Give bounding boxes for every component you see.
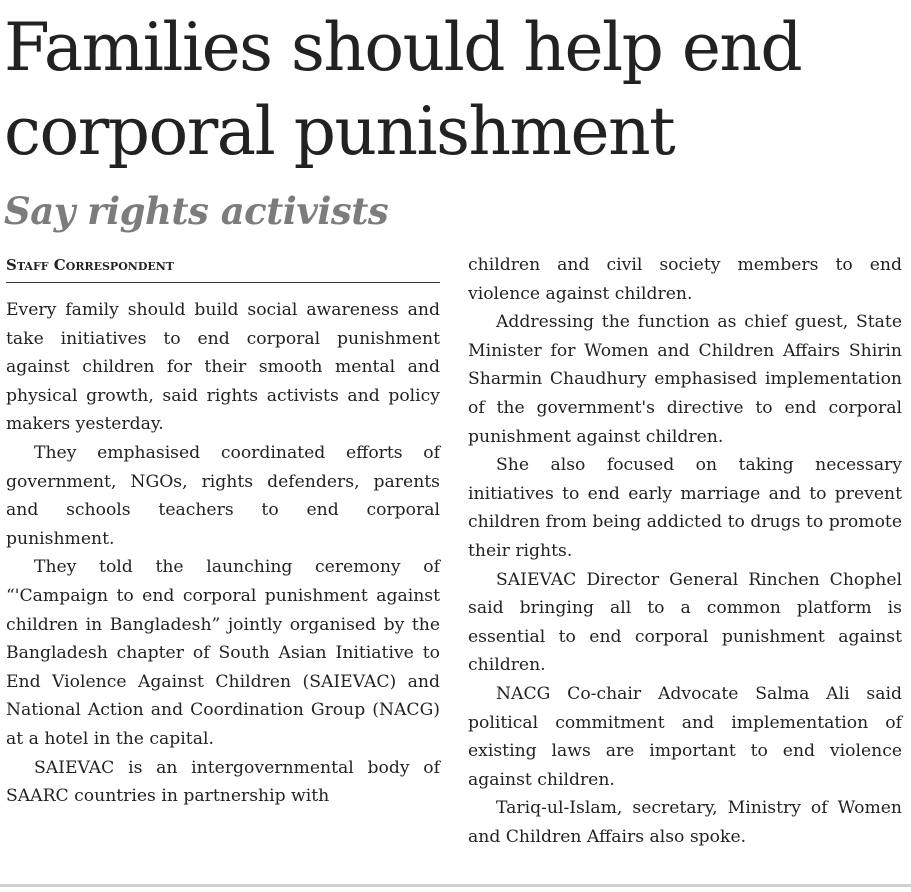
article-column-left — [6, 296, 440, 811]
article-column-right — [468, 251, 902, 851]
paragraph: Every family should build social awareness and take initiatives to end corporal punishment against children for their smooth mental and physical growth, said rights activists and policy makers yesterday. — [6, 300, 440, 435]
paragraph: They told the launching ceremony of “'Campaign to end corporal punishment against children in Bangladesh” jointly organised by the Bangladesh chapter of South Asian Initiative to End Violence Against Children (SAIEVAC) and National Action and Coordination Group (NACG) at a hotel in the capital. — [6, 557, 440, 749]
paragraph: She also focused on taking necessary initiatives to end early marriage and to prevent children from being addicted to drugs to promote their rights. — [468, 455, 902, 561]
subheadline: Say rights activists — [4, 189, 389, 233]
paragraph: SAIEVAC Director General Rinchen Chophel said bringing all to a common platform is essential to end corporal punishment against children. — [468, 569, 902, 676]
headline: Families should help end corporal punishment — [4, 9, 802, 170]
paragraph: They emphasised coordinated efforts of government, NGOs, rights defenders, parents and schools teachers to end corporal punishment. — [6, 442, 440, 549]
paragraph: Addressing the function as chief guest, State Minister for Women and Children Affairs Shirin Sharmin Chaudhury emphasised implementation of the government's directive to end corporal punishment against children. — [468, 312, 902, 447]
paragraph: children and civil society members to end violence against children. — [468, 255, 902, 304]
bottom-divider — [0, 884, 911, 887]
paragraph: Tariq-ul-Islam, secretary, Ministry of Women and Children Affairs also spoke. — [468, 798, 902, 847]
byline: Staff Correspondent — [6, 254, 440, 283]
paragraph: SAIEVAC is an intergovernmental body of SAARC countries in partnership with — [6, 757, 440, 807]
paragraph: NACG Co-chair Advocate Salma Ali said political commitment and implementation of existing laws are important to end violence against children. — [468, 683, 902, 790]
